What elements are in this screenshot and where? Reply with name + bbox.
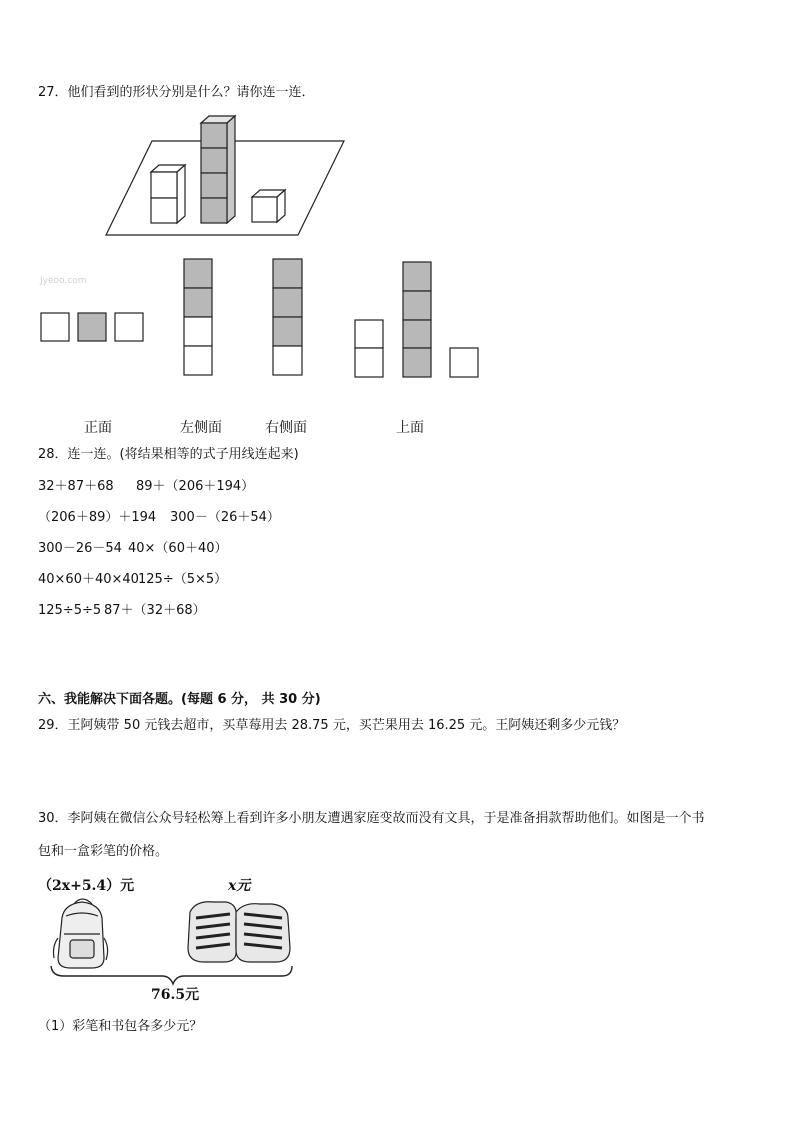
q29-text: 29．王阿姨带 50 元钱去超市，买草莓用去 28.75 元，买芒果用去 16.25 元。王阿姨还剩多少元钱？ xyxy=(38,718,626,733)
q28-right-2: 300－（26＋54） xyxy=(170,510,280,525)
color-pens-icon xyxy=(188,902,290,962)
q28-text: 28．连一连。(将结果相等的式子用线连起来) xyxy=(38,447,299,462)
q28-left-4: 40×60＋40×40 xyxy=(38,572,139,587)
q28-left-1: 32＋87＋68 xyxy=(38,479,114,494)
q28-left-5: 125÷5÷5 xyxy=(38,603,102,618)
q30-text-line2: 包和一盒彩笔的价格。 xyxy=(38,844,169,859)
backpack-icon xyxy=(54,899,108,968)
q28-right-5: 87＋（32＋68） xyxy=(104,603,206,618)
watermark: Jyeoo.com xyxy=(40,276,87,286)
q28-right-1: 89＋（206＋194） xyxy=(136,479,255,494)
total-price-label: 76.5元 xyxy=(151,987,200,1003)
total-brace xyxy=(51,966,292,984)
label-right-side: 右侧面 xyxy=(265,420,307,436)
q30-text-line1: 30．李阿姨在微信公众号轻松筹上看到许多小朋友遭遇家庭变故而没有文具，于是准备捐款帮助他们。如图是一个书 xyxy=(38,811,705,826)
label-front: 正面 xyxy=(84,420,112,436)
label-top: 上面 xyxy=(396,420,424,436)
q30-sub1: （1）彩笔和书包各多少元？ xyxy=(38,1019,203,1034)
q28-left-3: 300－26－54 xyxy=(38,541,122,556)
bag-price-label: （2x+5.4）元 xyxy=(38,878,135,894)
pens-price-label: x元 xyxy=(228,878,251,894)
q28-left-2: （206＋89）＋194 xyxy=(38,510,157,525)
section-6-title: 六、我能解决下面各题。(每题 6 分， 共 30 分) xyxy=(38,692,321,707)
q28-right-3: 40×（60＋40） xyxy=(128,541,228,556)
label-left-side: 左侧面 xyxy=(180,420,222,436)
q27-text: 27．他们看到的形状分别是什么？请你连一连． xyxy=(38,85,315,100)
q28-right-4: 125÷（5×5） xyxy=(138,572,228,587)
